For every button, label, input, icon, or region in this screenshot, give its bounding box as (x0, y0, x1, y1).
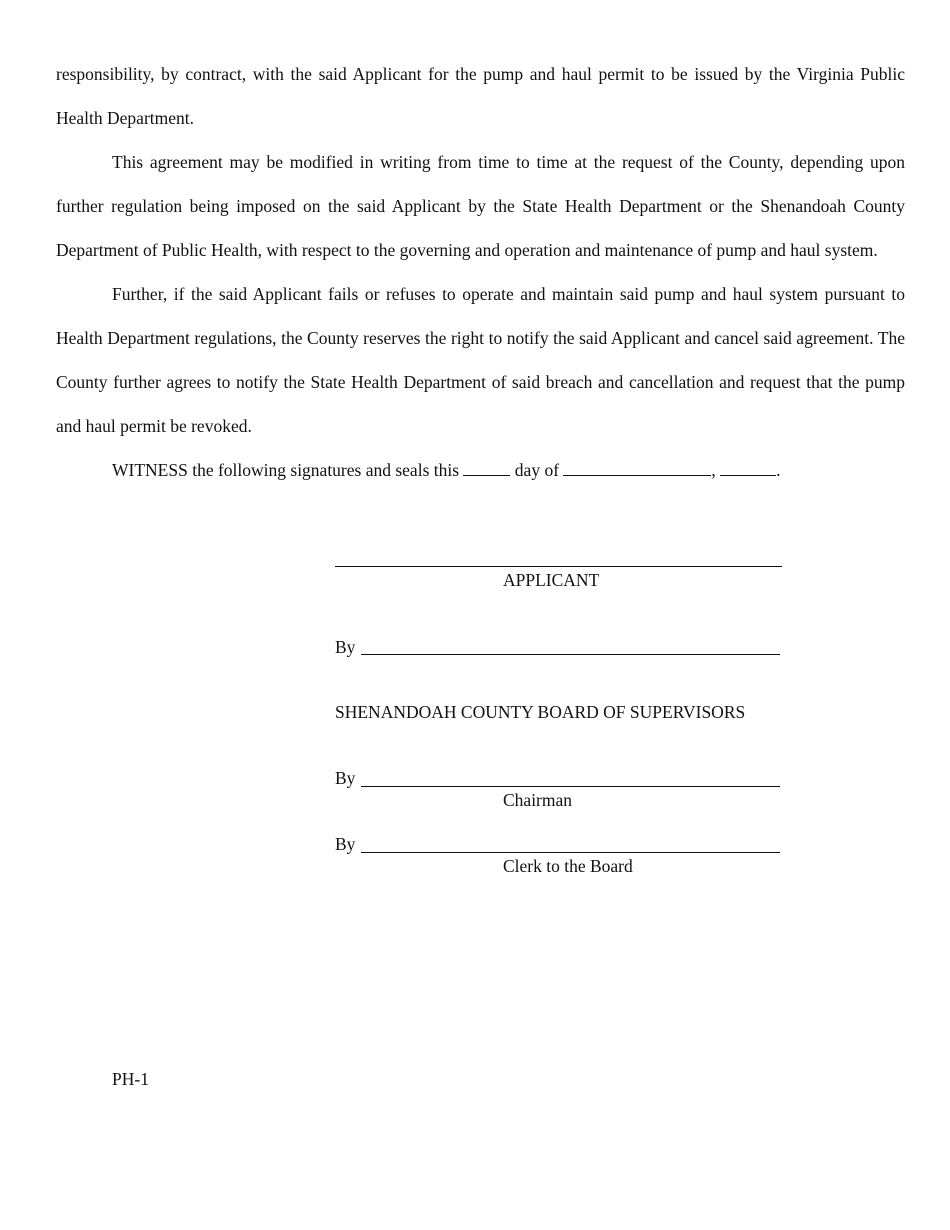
year-blank[interactable] (720, 461, 776, 476)
board-name: SHENANDOAH COUNTY BOARD OF SUPERVISORS (335, 702, 746, 722)
paragraph-modification: This agreement may be modified in writing from time to time at the request of the County, depending upon further regulation being imposed on the said Applicant by the State Health Department or the Shenandoah County Department of Public Health, with respect to the governing and operation and maintenance of pump and haul system. (56, 152, 905, 260)
applicant-signature-line[interactable] (335, 566, 782, 567)
paragraph-responsibility: responsibility, by contract, with the said Applicant for the pump and haul permit to be issued by the Virginia Public Health Department. (56, 64, 905, 128)
witness-comma: , (711, 460, 716, 480)
applicant-label: APPLICANT (503, 570, 600, 590)
chairman-by-label: By (335, 768, 356, 788)
witness-prefix: WITNESS the following signatures and seals this (112, 460, 460, 480)
witness-period: . (776, 460, 781, 480)
paragraph-breach: Further, if the said Applicant fails or refuses to operate and maintain said pump and haul system pursuant to Health Department regulations, the County reserves the right to notify the said Applicant and cancel said agreement. The County further agrees to notify the State Health Department of said breach and cancellation and request that the pump and haul permit be revoked. (56, 284, 905, 436)
day-blank[interactable] (463, 461, 510, 476)
chairman-label: Chairman (503, 790, 573, 810)
clerk-signature-line[interactable] (361, 852, 780, 853)
page-code: PH-1 (112, 1069, 149, 1089)
clerk-label: Clerk to the Board (503, 856, 633, 876)
month-blank[interactable] (563, 461, 711, 476)
applicant-by-signature-line[interactable] (361, 654, 780, 655)
applicant-by-label: By (335, 637, 356, 657)
agreement-body (56, 52, 905, 492)
witness-clause (56, 448, 905, 492)
chairman-signature-line[interactable] (361, 786, 780, 787)
witness-day-of: day of (514, 460, 560, 480)
clerk-by-label: By (335, 834, 356, 854)
